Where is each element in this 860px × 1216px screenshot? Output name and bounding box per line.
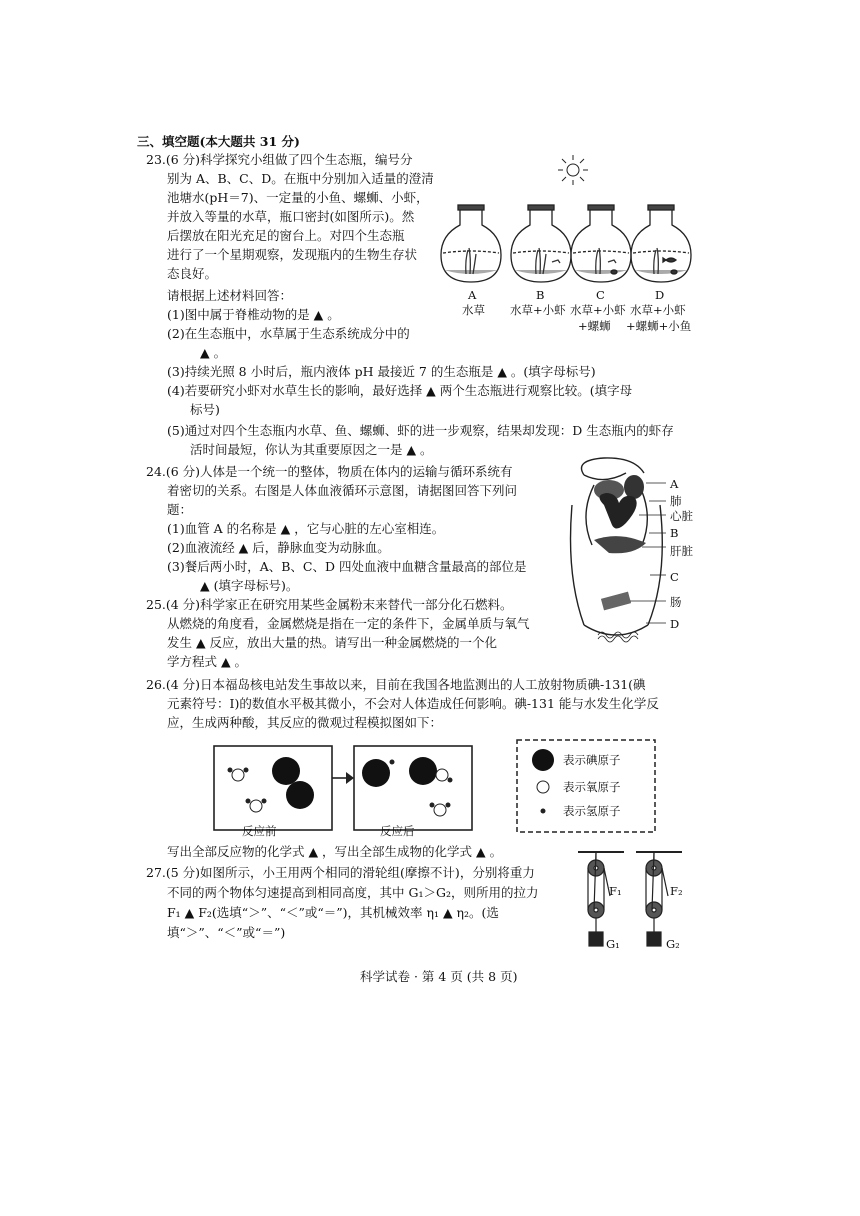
- q26-line: 元素符号：I)的数值水平极其微小，不会对人体造成任何影响。碘-131 能与水发生化学反: [167, 696, 659, 711]
- q23-subquestion-4: (4)若要研究小虾对水草生长的影响，最好选择 ▲ 两个生态瓶进行观察比较。(填字母: [167, 383, 633, 398]
- bottle-c-letter: C: [596, 288, 605, 302]
- q23-line: 别为 A、B、C、D。在瓶中分别加入适量的澄清: [167, 171, 434, 186]
- q27-line: F₁ ▲ F₂(选填“＞”、“＜”或“＝”)，其机械效率 η₁ ▲ η₂。(选: [167, 905, 499, 920]
- q23-line: 并放入等量的水草，瓶口密封(如图所示)。然: [167, 209, 415, 224]
- label-g1: G₁: [606, 937, 620, 951]
- heart-icon: [599, 493, 636, 529]
- q24-subquestion-2: (2)血液流经 ▲ 后，静脉血变为动脉血。: [167, 540, 390, 555]
- pulley-system-2: [636, 852, 682, 946]
- circulation-figure: [564, 455, 670, 650]
- q23-line: 态良好。: [167, 266, 218, 281]
- bottle-a-label: 水草: [462, 303, 485, 317]
- reaction-arrow: [332, 772, 354, 784]
- fig-label-lung: 肺: [670, 494, 682, 508]
- q23-subquestion-3: (3)持续光照 8 小时后，瓶内液体 pH 最接近 7 的生态瓶是 ▲ 。(填字母标号): [167, 364, 596, 379]
- q24-subquestion-3: (3)餐后两小时，A、B、C、D 四处血液中血糖含量最高的部位是: [167, 559, 527, 574]
- q25-line: 从燃烧的角度看，金属燃烧是指在一定的条件下，金属单质与氧气: [167, 616, 530, 631]
- bottle-a-letter: A: [468, 288, 477, 302]
- q26-line: 26.(4 分)日本福岛核电站发生事故以来，目前在我国各地监测出的人工放射物质碘-131(碘: [146, 677, 646, 692]
- fig-label-intestine: 肠: [670, 595, 682, 609]
- bottle-b-letter: B: [536, 288, 545, 302]
- iodine-molecule: [272, 757, 314, 809]
- bottle-b-label: 水草+小虾: [510, 303, 566, 317]
- legend-iodine: 表示碘原子: [563, 753, 621, 767]
- fig-label-a: A: [670, 477, 679, 491]
- q23-subquestion-2-blank: ▲ 。: [200, 345, 227, 360]
- q23-line: 23.(6 分)科学探究小组做了四个生态瓶，编号分: [146, 152, 413, 167]
- q25-line: 发生 ▲ 反应，放出大量的热。请写出一种金属燃烧的一个化: [167, 635, 498, 650]
- bottle-a: [441, 205, 501, 282]
- bottle-d-label-2: +螺蛳+小鱼: [626, 319, 692, 333]
- q25-line: 25.(4 分)科学家正在研究用某些金属粉末来替代一部分化石燃料。: [146, 597, 513, 612]
- fig-label-b: B: [670, 526, 679, 540]
- q23-line: 池塘水(pH＝7)、一定量的小鱼、螺蛳、小虾，: [167, 190, 429, 205]
- q24-line: 24.(6 分)人体是一个统一的整体，物质在体内的运输与循环系统有: [146, 464, 513, 479]
- q23-line: 请根据上述材料回答：: [167, 288, 293, 303]
- oxygen-atom-icon: [537, 781, 549, 793]
- bottle-d: [631, 205, 691, 282]
- label-f1: F₁: [609, 884, 622, 898]
- hio-molecule: [409, 757, 453, 785]
- hydrogen-atom-icon: [541, 809, 546, 814]
- q26-line: 应，生成两种酸，其反应的微观过程模拟图如下：: [167, 715, 443, 730]
- water-molecule: [430, 803, 451, 817]
- bottle-c: [571, 205, 631, 282]
- q27-line: 不同的两个物体匀速提高到相同高度，其中 G₁＞G₂，则所用的拉力: [167, 885, 539, 900]
- label-g2: G₂: [666, 937, 680, 951]
- ecobottle-figure: [438, 150, 718, 305]
- q23-subquestion-5: (5)通过对四个生态瓶内水草、鱼、螺蛳、虾的进一步观察，结果却发现：D 生态瓶内的虾存: [167, 423, 674, 438]
- fig-label-liver: 肝脏: [670, 544, 693, 558]
- q24-subquestion-3-cont: ▲ (填字母标号)。: [200, 578, 299, 593]
- fig-label-heart: 心脏: [670, 509, 693, 523]
- q24-line: 着密切的关系。右图是人体血液循环示意图，请据图回答下列问: [167, 483, 518, 498]
- q27-line: 填“＞”、“＜”或“＝”): [167, 925, 286, 940]
- label-f2: F₂: [670, 884, 683, 898]
- section-title: 三、填空题(本大题共 31 分): [137, 134, 300, 149]
- q23-subquestion-1: (1)图中属于脊椎动物的是 ▲ 。: [167, 307, 340, 322]
- water-molecule: [228, 768, 249, 782]
- before-label: 反应前: [242, 824, 277, 838]
- q23-subquestion-4-cont: 标号): [190, 402, 220, 417]
- legend-oxygen: 表示氧原子: [563, 780, 621, 794]
- q23-line: 进行了一个星期观察，发现瓶内的生物生存状: [167, 247, 418, 262]
- legend-hydrogen: 表示氢原子: [563, 804, 621, 818]
- pulley-system-1: [578, 852, 624, 946]
- page-footer: 科学试卷 · 第 4 页 (共 8 页): [360, 969, 518, 984]
- q23-subquestion-5-cont: 活时间最短，你认为其重要原因之一是 ▲ 。: [190, 442, 433, 457]
- bottle-d-letter: D: [655, 288, 665, 302]
- iodine-atom-icon: [532, 749, 554, 771]
- bottle-d-label: 水草+小虾: [630, 303, 686, 317]
- before-box: [214, 746, 332, 830]
- sun-icon: [558, 155, 588, 185]
- bottle-b: [511, 205, 571, 282]
- q24-line: 题：: [167, 502, 193, 517]
- q24-subquestion-1: (1)血管 A 的名称是 ▲ ，它与心脏的左心室相连。: [167, 521, 445, 536]
- q23-line: 后摆放在阳光充足的窗台上。对四个生态瓶: [167, 228, 405, 243]
- bottle-c-label-2: +螺蛳: [578, 319, 611, 333]
- fig-label-c: C: [670, 570, 679, 584]
- bottle-c-label: 水草+小虾: [570, 303, 626, 317]
- q23-subquestion-2: (2)在生态瓶中，水草属于生态系统成分中的: [167, 326, 410, 341]
- q25-line: 学方程式 ▲ 。: [167, 654, 248, 669]
- liver-icon: [594, 536, 646, 553]
- q26-answer-line: 写出全部反应物的化学式 ▲ ，写出全部生成物的化学式 ▲ 。: [167, 844, 503, 859]
- after-box: [354, 746, 472, 830]
- after-label: 反应后: [380, 824, 415, 838]
- fig-label-d: D: [670, 617, 680, 631]
- q27-line: 27.(5 分)如图所示，小王用两个相同的滑轮组(摩擦不计)，分别将重力: [146, 865, 535, 880]
- hi-molecule: [362, 759, 395, 787]
- intestine-icon: [601, 592, 631, 611]
- water-molecule: [246, 799, 267, 813]
